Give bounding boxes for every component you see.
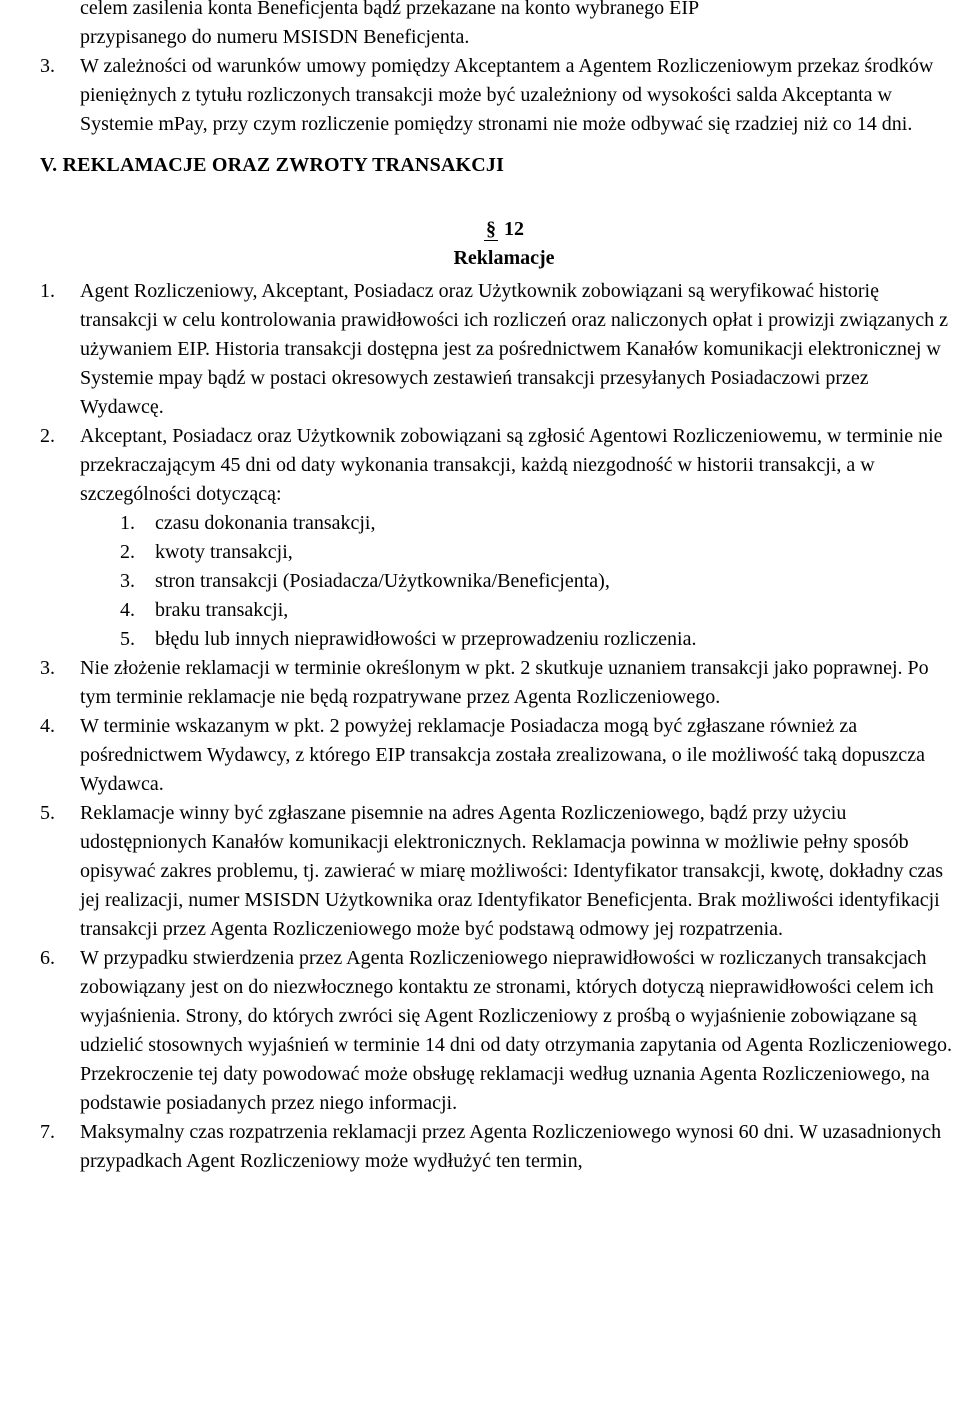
item-2 bbox=[0, 422, 960, 509]
subitem-1-text: czasu dokonania transakcji, bbox=[155, 512, 376, 534]
item-3 bbox=[0, 654, 960, 712]
item-4 bbox=[0, 712, 960, 799]
clause-3 bbox=[0, 52, 960, 139]
paragraph-title: Reklamacje bbox=[453, 247, 555, 269]
paragraph-sign: § bbox=[486, 218, 496, 240]
subitem-2-number: 2. bbox=[120, 541, 135, 563]
subitem-4-number: 4. bbox=[120, 599, 135, 621]
item-2-text: Akceptant, Posiadacz oraz Użytkownik zobowiązani są zgłosić Agentowi Rozliczeniowemu, w terminie nie przekraczającym 45 dni od daty wykonania transakcji, każdą niezgodność w historii transakcji, a w szczególności dotyczącą: bbox=[80, 425, 943, 505]
item-1-text: Agent Rozliczeniowy, Akceptant, Posiadacz oraz Użytkownik zobowiązani są weryfikować historię transakcji w celu kontrolowania prawidłowości ich rozliczeń oraz naliczonych opłat i prowizji związanych z używaniem EIP. Historia transakcji dostępna jest za pośrednictwem Kanałów komunikacji elektronicznej w Systemie mpay bądź w postaci okresowych zestawień transakcji przesyłanych Posiadaczowi przez Wydawcę. bbox=[80, 280, 948, 418]
clause-3-text: W zależności od warunków umowy pomiędzy Akceptantem a Agentem Rozliczeniowym przekaz środków pieniężnych z tytułu rozliczonych transakcji może być uzależniony od wysokości salda Akceptanta w Systemie mPay, przy czym rozliczenie pomiędzy stronami nie może odbywać się rzadziej niż co 14 dni. bbox=[80, 55, 934, 135]
item-7 bbox=[0, 1118, 960, 1176]
subitem-3-text: stron transakcji (Posiadacza/Użytkownika/Beneficjenta), bbox=[155, 570, 610, 592]
subitem-4 bbox=[0, 596, 960, 625]
item-4-text: W terminie wskazanym w pkt. 2 powyżej reklamacje Posiadacza mogą być zgłaszane również za pośrednictwem Wydawcy, z którego EIP transakcja została zrealizowana, o ile możliwość taką dopuszcza Wydawca. bbox=[80, 715, 925, 795]
intro-line-2: przypisanego do numeru MSISDN Beneficjenta. bbox=[80, 26, 470, 48]
paragraph-number-line bbox=[48, 215, 960, 244]
intro-line-1: celem zasilenia konta Beneficjenta bądź przekazane na konto wybranego EIP bbox=[80, 0, 700, 19]
subitem-1 bbox=[0, 509, 960, 538]
subitem-5-text: błędu lub innych nieprawidłowości w przeprowadzeniu rozliczenia. bbox=[155, 628, 697, 650]
item-6 bbox=[0, 944, 960, 1118]
subitem-2 bbox=[0, 538, 960, 567]
subitem-4-text: braku transakcji, bbox=[155, 599, 289, 621]
subitem-5 bbox=[0, 625, 960, 654]
subitem-3 bbox=[0, 567, 960, 596]
item-1 bbox=[0, 277, 960, 422]
item-5-number: 5. bbox=[40, 802, 55, 824]
subitem-5-number: 5. bbox=[120, 628, 135, 650]
item-5-text: Reklamacje winny być zgłaszane pisemnie na adres Agenta Rozliczeniowego, bądź przy użyciu udostępnionych Kanałów komunikacji elektronicznych. Reklamacja powinna w możliwie pełny sposób opisywać zakres problemu, tj. zawierać w miarę możliwości: Identyfikator transakcji, kwotę, dokładny czas jej realizacji, numer MSISDN Użytkownika oraz Identyfikator Beneficjenta. Brak możliwości identyfikacji transakcji przez Agenta Rozliczeniowego może być podstawą odmowy jej rozpatrzenia. bbox=[80, 802, 944, 940]
item-3-text: Nie złożenie reklamacji w terminie określonym w pkt. 2 skutkuje uznaniem transakcji jako poprawnej. Po tym terminie reklamacje nie będą rozpatrywane przez Agenta Rozliczeniowego. bbox=[80, 657, 929, 708]
section-title: V. REKLAMACJE ORAZ ZWROTY TRANSAKCJI bbox=[40, 154, 505, 176]
subitem-2-text: kwoty transakcji, bbox=[155, 541, 293, 563]
item-4-number: 4. bbox=[40, 715, 55, 737]
paragraph-heading bbox=[0, 215, 960, 273]
item-5 bbox=[0, 799, 960, 944]
subitem-1-number: 1. bbox=[120, 512, 135, 534]
item-7-text: Maksymalny czas rozpatrzenia reklamacji przez Agenta Rozliczeniowego wynosi 60 dni. W uzasadnionych przypadkach Agent Rozliczeniowy może wydłużyć ten termin, bbox=[80, 1121, 942, 1172]
item-7-number: 7. bbox=[40, 1121, 55, 1143]
subitem-3-number: 3. bbox=[120, 570, 135, 592]
clause-3-number: 3. bbox=[40, 55, 55, 77]
item-6-text: W przypadku stwierdzenia przez Agenta Rozliczeniowego nieprawidłowości w rozliczanych transakcjach zobowiązany jest on do niezwłocznego kontaktu ze stronami, których dotyczą nieprawidłowości celem ich wyjaśnienia. Strony, do których zwróci się Agent Rozliczeniowy z prośbą o wyjaśnienie zobowiązane są udzielić stosownych wyjaśnień w terminie 14 dni od daty otrzymania zapytania od Agenta Rozliczeniowego. Przekroczenie tej daty powodować może obsługę reklamacji według uznania Agenta Rozliczeniowego, na podstawie posiadanych przez niego informacji. bbox=[80, 947, 952, 1114]
item-3-number: 3. bbox=[40, 657, 55, 679]
item-2-number: 2. bbox=[40, 425, 55, 447]
item-1-number: 1. bbox=[40, 280, 55, 302]
paragraph-number: 12 bbox=[504, 218, 524, 240]
item-6-number: 6. bbox=[40, 947, 55, 969]
